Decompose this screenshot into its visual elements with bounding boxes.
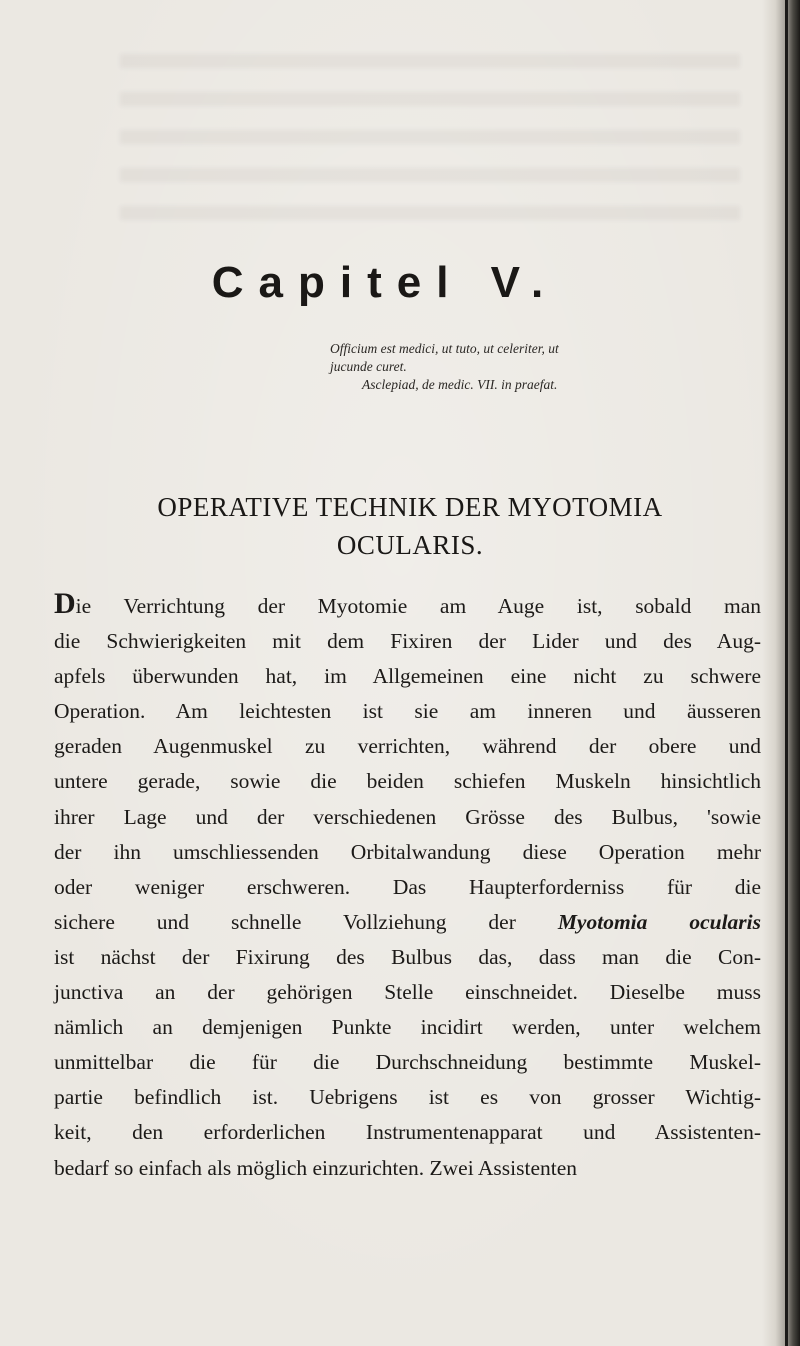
text-line: junctiva an der gehörigen Stelle einschneidet. Dieselbe muss [54,980,761,1005]
binding-line [785,0,788,1346]
text-line: unmittelbar die für die Durchschneidung bestimmte Muskel- [54,1050,761,1075]
chapter-title: Capitel V. [211,258,559,307]
text-line-rest: ie Verrichtung der Myotomie am Auge ist, sobald man [75,594,761,618]
drop-cap: D [54,587,76,620]
text-line: die Schwierigkeiten mit dem Fixiren der Lider und des Aug- [54,629,761,654]
motto-source: Asclepiad, de medic. VII. in praefat. [362,377,558,392]
text-line: untere gerade, sowie die beiden schiefen Muskeln hinsichtlich [54,769,761,794]
text-line: Operation. Am leichtesten ist sie am inneren und äusseren [54,699,761,724]
text-line: geraden Augenmuskel zu verrichten, während der obere und [54,734,761,759]
text-line: partie befindlich ist. Uebrigens ist es von grosser Wichtig- [54,1085,761,1110]
show-through-text [120,40,740,220]
heading-line-2: OCULARIS. [336,530,484,560]
body-paragraph [54,586,761,1186]
text-line: keit, den erforderlichen Instrumentenapparat und Assistenten- [54,1120,761,1145]
text-line [54,586,761,624]
text-segment: sichere und schnelle Vollziehung der [54,909,516,934]
text-line: ihrer Lage und der verschiedenen Grösse des Bulbus, 'sowie [54,804,761,829]
section-heading [70,488,750,564]
text-line [54,905,761,940]
text-line: ist nächst der Fixirung des Bulbus das, dass man die Con- [54,944,761,969]
motto-line-2: jucunde curet. [330,359,407,374]
chapter-motto [330,340,760,394]
text-line: nämlich an demjenigen Punkte incidirt werden, unter welchem [54,1015,761,1040]
text-line: der ihn umschliessenden Orbitalwandung diese Operation mehr [54,839,761,864]
text-line: apfels überwunden hat, im Allgemeinen eine nicht zu schwere [54,664,761,689]
motto-line-1: Officium est medici, ut tuto, ut celeriter, ut [330,341,559,356]
emphasized-term: Myotomia ocularis [557,909,762,934]
text-line: bedarf so einfach als möglich einzurichten. Zwei Assistenten [54,1155,578,1180]
text-line: oder weniger erschweren. Das Haupterforderniss für die [54,874,761,899]
binding-edge [762,0,800,1346]
heading-line-1: OPERATIVE TECHNIK DER MYOTOMIA [157,492,663,522]
